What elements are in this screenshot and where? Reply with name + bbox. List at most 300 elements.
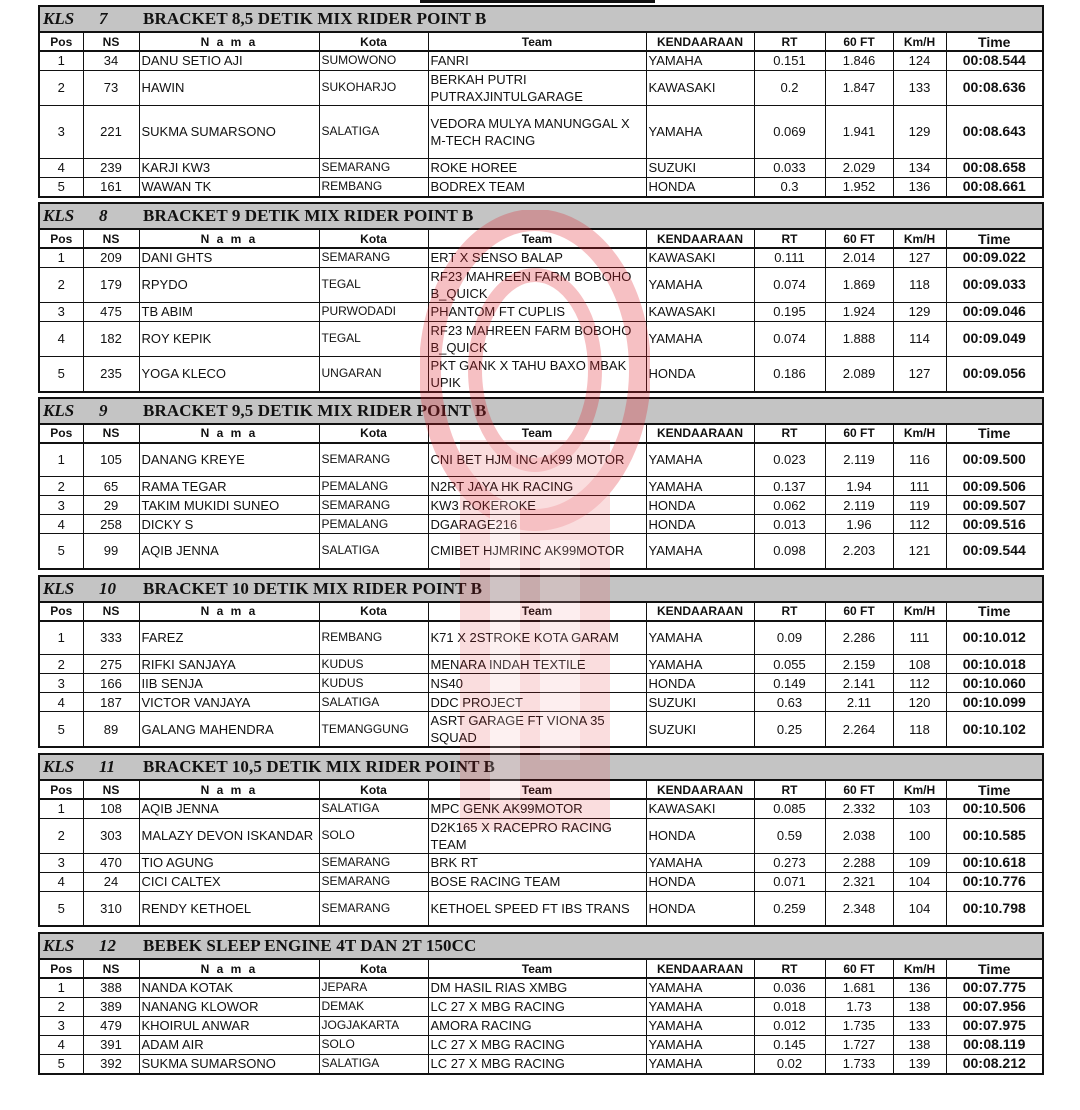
cell-kmh: 118	[893, 712, 946, 747]
cell-ns: 392	[83, 1054, 139, 1073]
cell-rt: 0.098	[754, 534, 825, 568]
cell-time: 00:09.056	[946, 356, 1042, 391]
column-header-time: Time	[946, 230, 1042, 248]
results-table	[40, 603, 1042, 747]
class-title: BEBEK SLEEP ENGINE 4T DAN 2T 150CC	[143, 936, 477, 955]
column-header-60ft: 60 FT	[825, 425, 893, 443]
cell-60ft: 2.014	[825, 248, 893, 267]
cell-kendaraan: YAMAHA	[646, 853, 754, 872]
cell-kota: DEMAK	[319, 997, 428, 1016]
cell-time: 00:10.102	[946, 712, 1042, 747]
table-row	[40, 799, 1042, 818]
cell-time: 00:10.018	[946, 655, 1042, 674]
cell-team: RF23 MAHREEN FARM BOBOHO B_QUICK	[428, 267, 646, 302]
cell-60ft: 2.029	[825, 158, 893, 177]
column-header-rt: RT	[754, 425, 825, 443]
cell-kota: SALATIGA	[319, 105, 428, 158]
class-number: 11	[99, 757, 116, 776]
cell-ns: 166	[83, 674, 139, 693]
cell-pos: 4	[40, 872, 83, 891]
column-header-ns: NS	[83, 425, 139, 443]
cell-time: 00:09.049	[946, 321, 1042, 356]
cell-pos: 2	[40, 477, 83, 496]
cell-pos: 1	[57, 801, 65, 817]
cell-time: 00:10.776	[946, 872, 1042, 891]
cell-kota: SALATIGA	[319, 799, 428, 818]
cell-rt: 0.013	[754, 515, 825, 534]
table-row	[40, 534, 1042, 568]
cell-kota: SEMARANG	[319, 248, 428, 267]
column-header-time: Time	[946, 425, 1042, 443]
cell-pos: 2	[40, 997, 83, 1016]
cell-kendaraan: YAMAHA	[646, 443, 754, 477]
results-table	[40, 781, 1042, 925]
class-section-12	[38, 932, 1044, 1075]
cell-60ft: 1.73	[825, 997, 893, 1016]
cell-pos: 1	[57, 980, 65, 996]
cell-nama: RENDY KETHOEL	[139, 891, 319, 925]
cell-pos: 2	[40, 70, 83, 105]
cell-60ft: 2.286	[825, 621, 893, 655]
class-number: 10	[99, 578, 116, 598]
column-header-ns: NS	[83, 603, 139, 621]
cell-60ft: 1.941	[825, 105, 893, 158]
cell-time: 00:09.516	[946, 515, 1042, 534]
column-header-ns: NS	[83, 781, 139, 799]
column-header-kendaraan: KENDAARAAN	[646, 603, 754, 621]
cell-kendaraan: HONDA	[646, 515, 754, 534]
cell-team: KW3 ROKEROKE	[428, 496, 646, 515]
table-row	[40, 477, 1042, 496]
cell-rt: 0.63	[754, 693, 825, 712]
column-header-row	[40, 33, 1042, 51]
cell-kmh: 121	[893, 534, 946, 568]
cell-time: 00:07.775	[946, 978, 1042, 997]
column-header-team: Team	[428, 230, 646, 248]
cell-rt: 0.145	[754, 1035, 825, 1054]
column-header-kota: Kota	[319, 960, 428, 978]
cell-time: 00:10.099	[946, 693, 1042, 712]
cell-ns: 388	[83, 978, 139, 997]
cell-rt: 0.137	[754, 477, 825, 496]
class-header	[40, 755, 1042, 781]
column-header-team: Team	[428, 781, 646, 799]
cell-time: 00:08.212	[946, 1054, 1042, 1073]
cell-pos: 3	[40, 302, 83, 321]
cell-team: MENARA INDAH TEXTILE	[428, 655, 646, 674]
cell-nama: KHOIRUL ANWAR	[139, 1016, 319, 1035]
class-label: KLS	[43, 757, 75, 776]
table-row	[40, 515, 1042, 534]
cell-kendaraan: KAWASAKI	[646, 799, 754, 818]
column-header-time: Time	[946, 781, 1042, 799]
cell-team: VEDORA MULYA MANUNGGAL X M-TECH RACING	[428, 105, 646, 158]
column-header-pos: Pos	[40, 603, 83, 621]
table-row	[40, 105, 1042, 158]
cell-kendaraan: SUZUKI	[646, 712, 754, 747]
cell-rt: 0.2	[754, 70, 825, 105]
cell-pos: 3	[40, 853, 83, 872]
cell-kmh: 138	[893, 997, 946, 1016]
cell-ns: 470	[83, 853, 139, 872]
cell-nama: YOGA KLECO	[139, 356, 319, 391]
cell-kendaraan: HONDA	[646, 356, 754, 391]
cell-team: D2K165 X RACEPRO RACING TEAM	[428, 818, 646, 853]
cell-kmh: 100	[893, 818, 946, 853]
column-header-kendaraan: KENDAARAAN	[646, 960, 754, 978]
cell-nama: SUKMA SUMARSONO	[139, 1054, 319, 1073]
cell-rt: 0.259	[754, 891, 825, 925]
cell-ns: 99	[83, 534, 139, 568]
class-number: 7	[99, 9, 108, 28]
cell-ns: 89	[83, 712, 139, 747]
cell-team: KETHOEL SPEED FT IBS TRANS	[428, 891, 646, 925]
cell-team: LC 27 X MBG RACING	[428, 1035, 646, 1054]
cell-ns: 221	[83, 105, 139, 158]
cell-60ft: 2.119	[825, 443, 893, 477]
cell-kota: SALATIGA	[319, 693, 428, 712]
cell-kota: SEMARANG	[319, 853, 428, 872]
cell-team: ROKE HOREE	[428, 158, 646, 177]
cell-time: 00:10.618	[946, 853, 1042, 872]
cell-time: 00:08.658	[946, 158, 1042, 177]
class-number: 8	[99, 206, 108, 225]
cell-60ft: 1.847	[825, 70, 893, 105]
cell-60ft: 2.264	[825, 712, 893, 747]
cell-kota: SALATIGA	[319, 1054, 428, 1073]
cell-kendaraan: YAMAHA	[646, 267, 754, 302]
column-header-pos: Pos	[40, 781, 83, 799]
cell-kmh: 133	[893, 70, 946, 105]
column-header-pos: Pos	[40, 960, 83, 978]
cell-60ft: 1.924	[825, 302, 893, 321]
table-row	[40, 997, 1042, 1016]
cell-rt: 0.59	[754, 818, 825, 853]
column-header-kendaraan: KENDAARAAN	[646, 425, 754, 443]
class-header	[40, 399, 1042, 425]
column-header-kota: Kota	[319, 425, 428, 443]
cell-kota: PEMALANG	[319, 515, 428, 534]
class-section-11	[38, 753, 1044, 927]
column-header-time: Time	[946, 603, 1042, 621]
cell-team: BOSE RACING TEAM	[428, 872, 646, 891]
cell-60ft: 1.727	[825, 1035, 893, 1054]
cell-ns: 29	[83, 496, 139, 515]
column-header-kmh: Km/H	[893, 960, 946, 978]
table-row	[40, 70, 1042, 105]
cell-ns: 108	[83, 799, 139, 818]
cell-ns: 333	[83, 621, 139, 655]
cell-kmh: 133	[893, 1016, 946, 1035]
column-header-row	[40, 603, 1042, 621]
column-header-60ft: 60 FT	[825, 230, 893, 248]
cell-kendaraan: YAMAHA	[646, 105, 754, 158]
cell-nama: WAWAN TK	[139, 177, 319, 196]
cell-kmh: 136	[893, 177, 946, 196]
column-header-team: Team	[428, 425, 646, 443]
cell-team: BERKAH PUTRI PUTRAXJINTULGARAGE	[428, 70, 646, 105]
cell-team: PKT GANK X TAHU BAXO MBAK UPIK	[428, 356, 646, 391]
column-header-pos: Pos	[40, 425, 83, 443]
column-header-kota: Kota	[319, 781, 428, 799]
results-table	[40, 960, 1042, 1073]
cell-time: 00:10.012	[946, 621, 1042, 655]
cell-60ft: 2.11	[825, 693, 893, 712]
column-header-row	[40, 960, 1042, 978]
cell-kmh: 114	[893, 321, 946, 356]
column-header-kota: Kota	[319, 230, 428, 248]
table-row	[40, 443, 1042, 477]
column-header-pos: Pos	[40, 230, 83, 248]
cell-time: 00:08.544	[946, 51, 1042, 70]
table-row	[40, 1016, 1042, 1035]
cell-nama: GALANG MAHENDRA	[139, 712, 319, 747]
cell-nama: CICI CALTEX	[139, 872, 319, 891]
table-row	[40, 853, 1042, 872]
cell-ns: 65	[83, 477, 139, 496]
cell-ns: 475	[83, 302, 139, 321]
table-row	[40, 321, 1042, 356]
cell-60ft: 1.733	[825, 1054, 893, 1073]
class-label: KLS	[43, 206, 75, 225]
cell-kendaraan: HONDA	[646, 818, 754, 853]
cell-ns: 34	[83, 51, 139, 70]
class-header	[40, 577, 1042, 603]
cell-kmh: 124	[893, 51, 946, 70]
table-row	[40, 693, 1042, 712]
cell-ns: 161	[83, 177, 139, 196]
cell-kendaraan: YAMAHA	[646, 655, 754, 674]
table-row	[40, 496, 1042, 515]
cell-rt: 0.018	[754, 997, 825, 1016]
cell-rt: 0.062	[754, 496, 825, 515]
cell-60ft: 1.96	[825, 515, 893, 534]
table-row	[40, 712, 1042, 747]
cell-kota: REMBANG	[319, 621, 428, 655]
column-header-kota: Kota	[319, 33, 428, 51]
cell-60ft: 1.888	[825, 321, 893, 356]
cell-ns: 24	[83, 872, 139, 891]
cell-nama: DANU SETIO AJI	[139, 51, 319, 70]
cell-nama: AQIB JENNA	[139, 534, 319, 568]
cell-team: DGARAGE216	[428, 515, 646, 534]
cell-kmh: 112	[893, 515, 946, 534]
cell-kota: SEMARANG	[319, 443, 428, 477]
results-table	[40, 230, 1042, 391]
class-title: BRACKET 10,5 DETIK MIX RIDER POINT B	[143, 757, 496, 776]
cell-time: 00:09.544	[946, 534, 1042, 568]
cell-kota: SUKOHARJO	[319, 70, 428, 105]
column-header-nama: N a m a	[139, 960, 319, 978]
table-row	[40, 818, 1042, 853]
cell-nama: ADAM AIR	[139, 1035, 319, 1054]
cell-rt: 0.25	[754, 712, 825, 747]
cell-60ft: 1.735	[825, 1016, 893, 1035]
table-row	[40, 158, 1042, 177]
column-header-pos: Pos	[40, 33, 83, 51]
cell-team: DDC PROJECT	[428, 693, 646, 712]
top-edge-bar	[420, 0, 655, 3]
cell-ns: 479	[83, 1016, 139, 1035]
cell-rt: 0.149	[754, 674, 825, 693]
cell-pos: 4	[40, 158, 83, 177]
cell-60ft: 1.846	[825, 51, 893, 70]
cell-60ft: 2.332	[825, 799, 893, 818]
cell-kota: SEMARANG	[319, 496, 428, 515]
table-row	[40, 177, 1042, 196]
class-section-9	[38, 397, 1044, 570]
cell-rt: 0.186	[754, 356, 825, 391]
class-title: BRACKET 9,5 DETIK MIX RIDER POINT B	[143, 400, 487, 420]
column-header-ns: NS	[83, 33, 139, 51]
cell-nama: RIFKI SANJAYA	[139, 655, 319, 674]
table-row	[40, 267, 1042, 302]
cell-kendaraan: HONDA	[646, 674, 754, 693]
cell-kota: PURWODADI	[319, 302, 428, 321]
cell-kmh: 120	[893, 693, 946, 712]
cell-kmh: 119	[893, 496, 946, 515]
column-header-team: Team	[428, 33, 646, 51]
cell-rt: 0.111	[754, 248, 825, 267]
column-header-rt: RT	[754, 960, 825, 978]
column-header-kmh: Km/H	[893, 425, 946, 443]
column-header-nama: N a m a	[139, 230, 319, 248]
class-label: KLS	[43, 578, 75, 598]
cell-kota: KUDUS	[319, 674, 428, 693]
cell-time: 00:08.119	[946, 1035, 1042, 1054]
cell-ns: 239	[83, 158, 139, 177]
cell-kmh: 109	[893, 853, 946, 872]
class-header	[40, 934, 1042, 960]
cell-kota: UNGARAN	[319, 356, 428, 391]
cell-kmh: 104	[893, 891, 946, 925]
column-header-kendaraan: KENDAARAAN	[646, 230, 754, 248]
cell-team: LC 27 X MBG RACING	[428, 1054, 646, 1073]
cell-60ft: 2.159	[825, 655, 893, 674]
cell-60ft: 2.288	[825, 853, 893, 872]
cell-nama: DANANG KREYE	[139, 443, 319, 477]
cell-pos: 4	[40, 1035, 83, 1054]
column-header-60ft: 60 FT	[825, 781, 893, 799]
cell-time: 00:08.643	[946, 105, 1042, 158]
column-header-kmh: Km/H	[893, 230, 946, 248]
cell-ns: 389	[83, 997, 139, 1016]
cell-60ft: 2.203	[825, 534, 893, 568]
column-header-nama: N a m a	[139, 603, 319, 621]
cell-nama: TAKIM MUKIDI SUNEO	[139, 496, 319, 515]
cell-kendaraan: YAMAHA	[646, 978, 754, 997]
cell-team: N2RT JAYA HK RACING	[428, 477, 646, 496]
cell-rt: 0.069	[754, 105, 825, 158]
cell-nama: ROY KEPIK	[139, 321, 319, 356]
table-row	[40, 655, 1042, 674]
cell-nama: VICTOR VANJAYA	[139, 693, 319, 712]
cell-kota: TEMANGGUNG	[319, 712, 428, 747]
cell-kota: JEPARA	[319, 978, 428, 997]
cell-kendaraan: SUZUKI	[646, 158, 754, 177]
column-header-60ft: 60 FT	[825, 603, 893, 621]
cell-rt: 0.074	[754, 321, 825, 356]
cell-rt: 0.023	[754, 443, 825, 477]
cell-team: ERT X SENSO BALAP	[428, 248, 646, 267]
cell-kota: SOLO	[319, 818, 428, 853]
cell-pos: 5	[40, 1054, 83, 1073]
cell-time: 00:07.956	[946, 997, 1042, 1016]
class-header	[40, 7, 1042, 33]
cell-ns: 179	[83, 267, 139, 302]
results-table	[40, 425, 1042, 568]
cell-kota: TEGAL	[319, 267, 428, 302]
cell-60ft: 1.681	[825, 978, 893, 997]
cell-60ft: 1.94	[825, 477, 893, 496]
cell-rt: 0.012	[754, 1016, 825, 1035]
cell-pos: 5	[40, 712, 83, 747]
cell-pos: 4	[40, 515, 83, 534]
cell-ns: 235	[83, 356, 139, 391]
cell-time: 00:09.033	[946, 267, 1042, 302]
class-section-10	[38, 575, 1044, 749]
cell-kota: PEMALANG	[319, 477, 428, 496]
cell-pos: 3	[40, 1016, 83, 1035]
cell-time: 00:10.798	[946, 891, 1042, 925]
cell-nama: IIB SENJA	[139, 674, 319, 693]
cell-team: RF23 MAHREEN FARM BOBOHO B_QUICK	[428, 321, 646, 356]
cell-time: 00:09.022	[946, 248, 1042, 267]
cell-time: 00:09.046	[946, 302, 1042, 321]
cell-nama: AQIB JENNA	[139, 799, 319, 818]
class-label: KLS	[43, 936, 75, 955]
column-header-kendaraan: KENDAARAAN	[646, 781, 754, 799]
cell-pos: 1	[57, 250, 65, 266]
cell-kendaraan: HONDA	[646, 872, 754, 891]
cell-nama: RAMA TEGAR	[139, 477, 319, 496]
cell-time: 00:10.506	[946, 799, 1042, 818]
cell-kota: SEMARANG	[319, 891, 428, 925]
cell-60ft: 2.038	[825, 818, 893, 853]
cell-kendaraan: HONDA	[646, 177, 754, 196]
column-header-rt: RT	[754, 781, 825, 799]
column-header-row	[40, 230, 1042, 248]
cell-rt: 0.195	[754, 302, 825, 321]
class-label: KLS	[43, 9, 75, 28]
cell-rt: 0.3	[754, 177, 825, 196]
cell-kendaraan: YAMAHA	[646, 321, 754, 356]
cell-nama: TIO AGUNG	[139, 853, 319, 872]
column-header-60ft: 60 FT	[825, 33, 893, 51]
cell-pos: 3	[40, 496, 83, 515]
cell-kmh: 116	[893, 443, 946, 477]
cell-team: BODREX TEAM	[428, 177, 646, 196]
cell-kendaraan: YAMAHA	[646, 534, 754, 568]
cell-kendaraan: YAMAHA	[646, 997, 754, 1016]
cell-kota: JOGJAKARTA	[319, 1016, 428, 1035]
cell-60ft: 1.952	[825, 177, 893, 196]
cell-ns: 182	[83, 321, 139, 356]
cell-60ft: 2.119	[825, 496, 893, 515]
cell-kmh: 118	[893, 267, 946, 302]
cell-nama: TB ABIM	[139, 302, 319, 321]
cell-team: BRK RT	[428, 853, 646, 872]
cell-nama: DANI GHTS	[139, 248, 319, 267]
cell-kmh: 127	[893, 356, 946, 391]
cell-pos: 5	[40, 534, 83, 568]
column-header-kota: Kota	[319, 603, 428, 621]
cell-rt: 0.09	[754, 621, 825, 655]
column-header-team: Team	[428, 960, 646, 978]
table-row	[40, 978, 1042, 997]
column-header-row	[40, 781, 1042, 799]
cell-kendaraan: SUZUKI	[646, 693, 754, 712]
